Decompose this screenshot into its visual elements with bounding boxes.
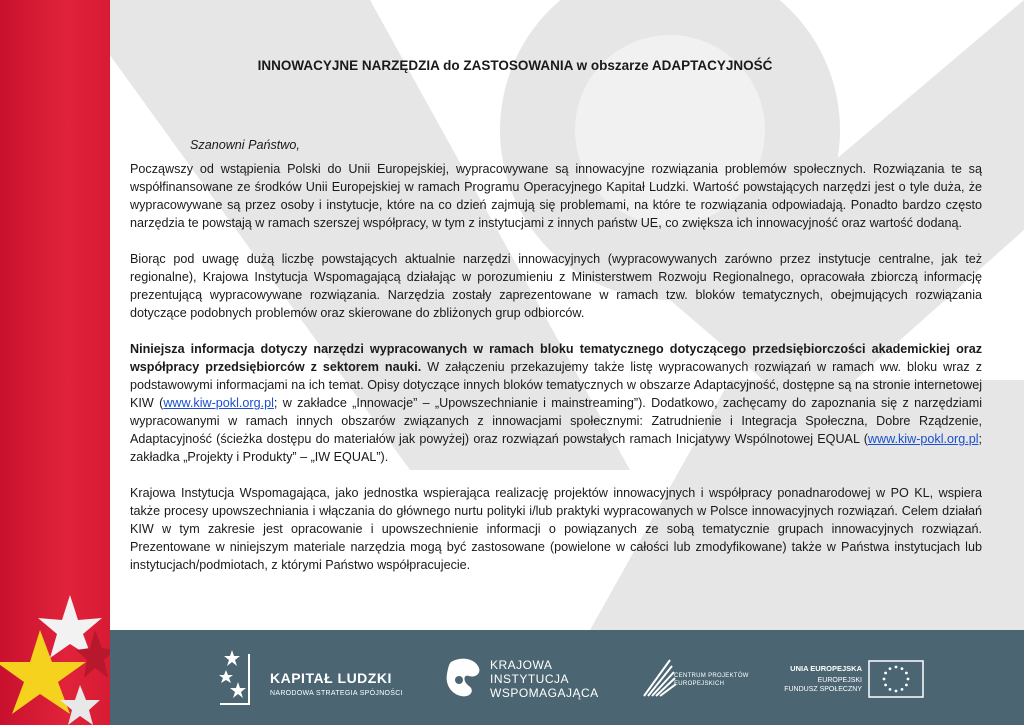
kiw-line-1: KRAJOWA — [490, 658, 553, 672]
paragraph-3-text-3: ; zakładka „Projekty i Produkty” – „IW EQUAL”). — [130, 432, 982, 464]
eu-flag-icon — [868, 660, 924, 698]
kiw-website-link-2[interactable]: www.kiw-pokl.org.pl — [867, 432, 979, 446]
document-body — [130, 136, 982, 592]
paragraph-4: Krajowa Instytucja Wspomagająca, jako jednostka wspierająca realizację projektów innowacyjnych i współpracy ponadnarodowej w PO KL, wspiera także procesy upowszechniania i włączania do głównego nurtu polityki i/lub praktyki wypracowanych w Polsce innowacyjnych rozwiązań. Celem działań KIW w tym zakresie jest opracowanie i upowszechnienie informacji o powiązanych ze sobą tematycznie grupach innowacyjnych rozwiązań. Prezentowane w niniejszym materiale narzędzia mogą być zastosowane (powielone w całości lub zmodyfikowane) także w Państwa instytucjach lub instytucjach/podmiotach, z którymi Państwo współpracujecie. — [130, 486, 982, 572]
paragraph-2: Biorąc pod uwagę dużą liczbę powstających aktualnie narzędzi innowacyjnych (wypracowywanych zarówno przez instytucje centralne, jak też regionalne), Krajowa Instytucja Wspomagającą działając w porozumieniu z Ministerstwem Rozwoju Regionalnego, opracowała zbiorczą informację prezentującą wypracowywane rozwiązania. Narzędzia zostały zaprezentowane w ramach tzw. bloków tematycznych, obejmujących rozwiązania dotyczące podobnych problemów oraz skierowane do zbliżonych grup odbiorców. — [130, 252, 982, 320]
kapital-ludzki-emblem — [218, 648, 258, 706]
cpe-line-1: CENTRUM PROJEKTÓW — [674, 673, 749, 679]
ue-line-1: UNIA EUROPEJSKA — [790, 664, 862, 673]
kiw-line-2: INSTYTUCJA — [490, 672, 570, 686]
cpe-emblem — [640, 656, 676, 700]
paragraph-3-text-2: ; w zakładce „Innowacje” – „Upowszechnianie i mainstreaming”). Dodatkowo, zachęcamy do zapoznania się z narzędziami wypracowanymi w ramach innych obszarów związanych z innowacjami społecznymi: Zatrudnienie i Integracja Społeczna, Dobre Rządzenie, Adaptacyjność (ścieżka dostępu do materiałów jak powyżej) oraz rozwiązań powstałych ramach Inicjatywy Wspólnotowej EQUAL ( — [130, 396, 982, 446]
cpe-logo — [640, 648, 750, 708]
greeting: Szanowni Państwo, — [190, 138, 300, 152]
ue-logo — [770, 648, 930, 708]
kiw-logo — [445, 648, 615, 708]
paragraph-3-text-1: W załączeniu przekazujemy także listę wypracowanych rozwiązań w ramach ww. bloku wraz z podstawowymi informacjami na ich temat. Opisy dotyczące innych bloków tematycznych w obszarze Adaptacyjność, dostępne są na stronie internetowej KIW ( — [130, 360, 982, 410]
kiw-line-3: WSPOMAGAJĄCA — [490, 686, 599, 700]
kapital-ludzki-logo — [218, 648, 418, 708]
stars-decoration — [0, 590, 115, 725]
paragraph-3-bold: Niniejsza informacja dotyczy narzędzi wypracowanych w ramach bloku tematycznego dotyczącego przedsiębiorczości akademickiej oraz współpracy przedsiębiorców z sektorem nauki. — [130, 342, 982, 374]
ue-line-3: FUNDUSZ SPOŁECZNY — [784, 686, 862, 693]
kiw-emblem — [445, 656, 485, 700]
kiw-website-link-1[interactable]: www.kiw-pokl.org.pl — [163, 396, 274, 410]
document-title: INNOWACYJNE NARZĘDZIA do ZASTOSOWANIA w obszarze ADAPTACYJNOŚĆ — [257, 58, 773, 73]
paragraph-3 — [130, 340, 982, 466]
cpe-line-2: EUROPEJSKICH — [674, 681, 725, 687]
paragraph-1: Począwszy od wstąpienia Polski do Unii Europejskiej, wypracowywane są innowacyjne rozwiązania problemów społecznych. Rozwiązania te są współfinansowane ze środków Unii Europejskiej w ramach Programu Operacyjnego Kapitał Ludzki. Wartość powstających narzędzi jest o tyle duża, że wypracowywane są przez osoby i instytucje, które na co dzień zajmują się problemami, na które te rozwiązania odpowiadają. Ponadto bardzo często narzędzia te powstają w ramach szerszej współpracy, w tym z instytucjami z innych państw UE, co zwiększa ich innowacyjność oraz wartość dodaną. — [130, 162, 982, 230]
kapital-ludzki-title: KAPITAŁ LUDZKI — [270, 670, 392, 686]
kapital-ludzki-subtitle: NARODOWA STRATEGIA SPÓJNOŚCI — [270, 690, 403, 697]
ue-line-2: EUROPEJSKI — [817, 677, 862, 684]
